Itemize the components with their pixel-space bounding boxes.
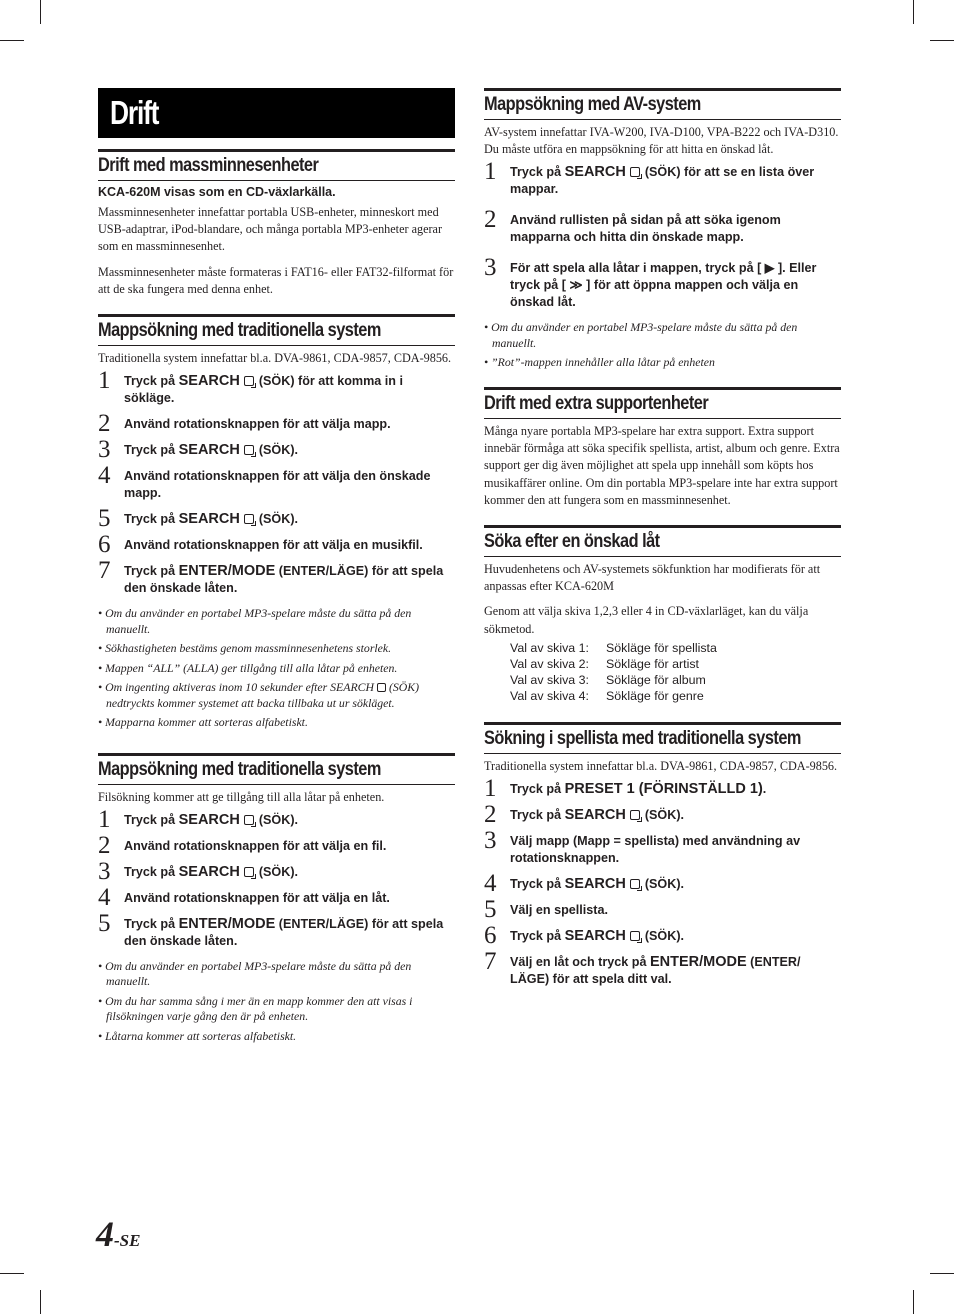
paragraph: Massminnesenheter innefattar portabla USB-enheter, minneskort med USB-adaptrar, iPod-blandare, och många portabla MP3-enheter agerar som en massminnesenhet. bbox=[98, 205, 443, 254]
paragraph: Massminnesenheter måste formateras i FAT16- eller FAT32-filformat för att de ska fungera med denna enhet. bbox=[98, 264, 454, 296]
search-icon bbox=[244, 376, 254, 386]
crop-mark bbox=[913, 0, 914, 24]
paragraph: Många nyare portabla MP3-spelare har extra support. Extra support innebär förmåga att söka specifik spellista, artist, album och genre. Extra support ger dig även möjlighet att spela upp innehåll som köpts hos musikaffärer online. Om din portabla MP3-spelare inte har extra support kommer den att fungera som en massminnesenhet. bbox=[484, 423, 840, 507]
step-item: 5 Tryck på ENTER/MODE (ENTER/LÄGE) för att spela den önskade låten. bbox=[98, 909, 444, 948]
notes bbox=[98, 959, 455, 1045]
step-item: 5 Tryck på SEARCH (SÖK). bbox=[98, 505, 299, 533]
search-icon bbox=[630, 879, 640, 889]
table-row: Val av skiva 1: Sökläge för spellista bbox=[510, 640, 717, 655]
step-item: 7 Välj en låt och tryck på ENTER/MODE (ENTER/ LÄGE) för att spela ditt val. bbox=[484, 947, 801, 986]
note-item: • Mapparna kommer att sorteras alfabetiskt. bbox=[98, 715, 308, 730]
search-icon bbox=[630, 931, 640, 941]
note-item: • Om du använder en portabel MP3-spelare måste du sätta på den manuellt. bbox=[484, 320, 798, 350]
note-item: • Om du har samma sång i mer än en mapp kommer den att visas i filsökningen varje gång den är på enheten. bbox=[98, 993, 413, 1024]
note-item: • Mappen “ALL” (ALLA) ger tillgång till alla låtar på enheten. bbox=[98, 660, 398, 675]
step-list bbox=[484, 158, 841, 311]
source-note: KCA-620M visas som en CD-växlarkälla. bbox=[98, 185, 336, 199]
step-item: 7 Tryck på ENTER/MODE (ENTER/LÄGE) för att spela den önskade låten. bbox=[98, 557, 444, 596]
table-row: Val av skiva 2: Sökläge för artist bbox=[510, 656, 699, 671]
disc-table bbox=[510, 640, 717, 704]
crop-mark bbox=[0, 40, 24, 41]
note-item: • Om ingenting aktiveras inom 10 sekunder efter SEARCH (SÖK) nedtryckts kommer systemet att backa tillbaka ut ur sökläget. bbox=[98, 680, 420, 710]
step-item: 6 Använd rotationsknappen för att välja en musikfil. bbox=[98, 531, 423, 559]
section-heading: Mappsökning med AV-system bbox=[484, 88, 841, 120]
paragraph: Traditionella system innefattar bl.a. DVA-9861, CDA-9857, CDA-9856. bbox=[484, 758, 838, 773]
page-number: 4-SE bbox=[96, 1214, 141, 1254]
play-icon: ▶ bbox=[764, 261, 775, 276]
crop-mark bbox=[0, 1273, 24, 1274]
step-item: 2 Använd rotationsknappen för att välja en fil. bbox=[98, 831, 387, 859]
section-heading: Drift med massminnesenheter bbox=[98, 149, 455, 181]
step-item: 4 Använd rotationsknappen för att välja den önskade mapp. bbox=[98, 462, 431, 501]
crop-mark bbox=[913, 1290, 914, 1314]
step-item: 4 Använd rotationsknappen för att välja en låt. bbox=[98, 883, 390, 911]
right-column bbox=[484, 88, 841, 997]
notes bbox=[98, 606, 455, 731]
step-item: 3 Tryck på SEARCH (SÖK). bbox=[98, 857, 299, 885]
table-row: Val av skiva 4: Sökläge för genre bbox=[510, 688, 704, 703]
note-item: • Sökhastigheten bestäms genom massminnesenhetens storlek. bbox=[98, 641, 392, 656]
search-icon bbox=[244, 445, 254, 455]
paragraph: AV-system innefattar IVA-W200, IVA-D100, VPA-B222 och IVA-D310. Du måste utföra en mappsökning för att hitta en önskad låt. bbox=[484, 125, 839, 157]
paragraph: Traditionella system innefattar bl.a. DVA-9861, CDA-9857, CDA-9856. bbox=[98, 351, 452, 366]
notes bbox=[484, 320, 841, 371]
step-item: 1 Tryck på SEARCH (SÖK) för att komma in i sökläge. bbox=[98, 367, 403, 406]
note-item: • Om du använder en portabel MP3-spelare måste du sätta på den manuellt. bbox=[98, 958, 412, 989]
step-item: 1 Tryck på SEARCH (SÖK) för att se en lista över mappar. bbox=[484, 158, 815, 197]
note-item: • Låtarna kommer att sorteras alfabetiskt. bbox=[98, 1028, 297, 1043]
paragraph: Huvudenhetens och AV-systemets sökfunktion har modifierats för att anpassas efter KCA-620M bbox=[484, 561, 821, 594]
step-item: 1 Tryck på PRESET 1 (FÖRINSTÄLLD 1). bbox=[484, 774, 767, 802]
fast-forward-icon: ≫ bbox=[569, 278, 583, 293]
step-list bbox=[98, 805, 455, 950]
step-item: 2 Använd rullisten på sidan på att söka igenom mapparna och hitta din önskade mapp. bbox=[484, 206, 781, 245]
step-item: 4 Tryck på SEARCH (SÖK). bbox=[484, 869, 685, 897]
search-icon bbox=[244, 514, 254, 524]
section-heading: Drift med extra supportenheter bbox=[484, 387, 841, 419]
step-item: 2 Använd rotationsknappen för att välja mapp. bbox=[98, 410, 391, 438]
step-list bbox=[98, 367, 455, 597]
step-item: 3 Tryck på SEARCH (SÖK). bbox=[98, 436, 299, 464]
table-row: Val av skiva 3: Sökläge för album bbox=[510, 672, 706, 687]
note-item: • ”Rot”-mappen innehåller alla låtar på enheten bbox=[484, 355, 715, 370]
paragraph: Filsökning kommer att ge tillgång till alla låtar på enheten. bbox=[98, 789, 385, 804]
section-heading: Sökning i spellista med traditionella system bbox=[484, 722, 841, 754]
crop-mark bbox=[40, 1290, 41, 1314]
section-heading: Söka efter en önskad låt bbox=[484, 525, 841, 557]
note-item: • Om du använder en portabel MP3-spelare måste du sätta på den manuellt. bbox=[98, 606, 412, 636]
search-icon bbox=[630, 167, 640, 177]
step-item: 3 För att spela alla låtar i mappen, tryck på [ ▶ ]. Eller tryck på [ ≫ ] för att öppna mappen och välja en önskad låt. bbox=[484, 254, 817, 310]
search-icon bbox=[630, 810, 640, 820]
search-icon bbox=[377, 683, 386, 692]
step-list bbox=[484, 774, 841, 988]
crop-mark bbox=[930, 40, 954, 41]
crop-mark bbox=[40, 0, 41, 24]
paragraph: Genom att välja skiva 1,2,3 eller 4 in CD-växlarläget, kan du välja sökmetod. bbox=[484, 604, 809, 636]
search-icon bbox=[244, 815, 254, 825]
step-item: 5 Välj en spellista. bbox=[484, 895, 608, 923]
step-item: 1 Tryck på SEARCH (SÖK). bbox=[98, 805, 299, 833]
step-item: 2 Tryck på SEARCH (SÖK). bbox=[484, 800, 685, 828]
section-heading: Mappsökning med traditionella system bbox=[98, 314, 455, 346]
step-item: 6 Tryck på SEARCH (SÖK). bbox=[484, 921, 685, 949]
search-icon bbox=[244, 867, 254, 877]
crop-mark bbox=[930, 1273, 954, 1274]
page-title: Drift bbox=[98, 88, 455, 138]
section-heading: Mappsökning med traditionella system bbox=[98, 753, 455, 785]
step-item: 3 Välj mapp (Mapp = spellista) med användning av rotationsknappen. bbox=[484, 826, 801, 865]
left-column bbox=[98, 88, 455, 1052]
